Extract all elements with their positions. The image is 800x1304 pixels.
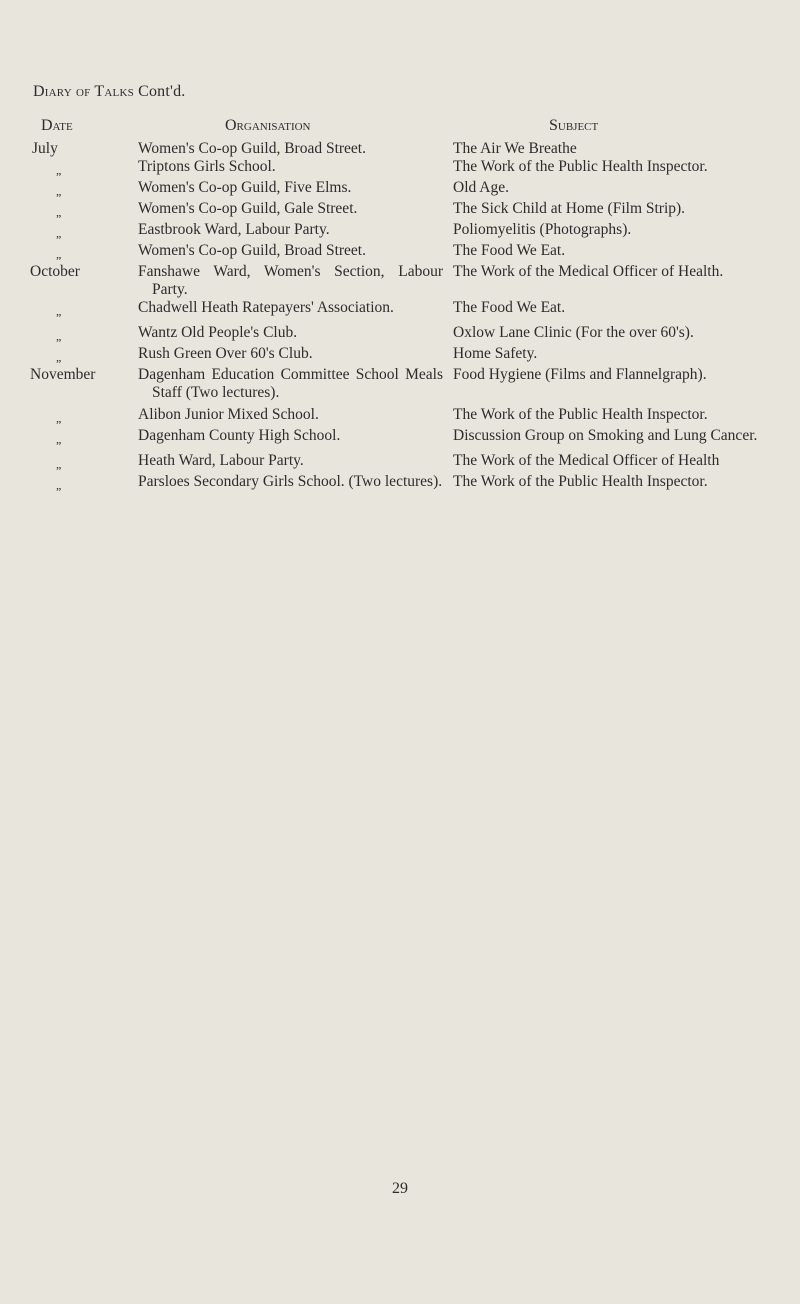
- column-header-subject: Subject: [549, 117, 599, 134]
- organisation-cell: [138, 179, 453, 200]
- organisation-cell: [138, 402, 453, 427]
- table-row: [30, 473, 772, 494]
- date-month: July: [32, 140, 58, 157]
- table-row: [30, 140, 772, 158]
- organisation-text: Women's Co-op Guild, Broad Street.: [138, 140, 366, 157]
- organisation-text: Women's Co-op Guild, Broad Street.: [138, 242, 366, 259]
- date-ditto-mark: „: [56, 247, 62, 261]
- date-cell: [30, 320, 138, 345]
- organisation-cell: [138, 242, 453, 263]
- date-cell: [30, 140, 138, 158]
- table-row: [30, 221, 772, 242]
- organisation-text: Parsloes Secondary Girls School. (Two lectures).: [138, 473, 443, 490]
- subject-text: The Air We Breathe: [453, 140, 577, 157]
- subject-cell: [453, 242, 772, 263]
- subject-text: Discussion Group on Smoking and Lung Cancer.: [453, 427, 758, 444]
- date-month: October: [30, 263, 80, 280]
- subject-cell: [453, 320, 772, 345]
- organisation-cell: [138, 263, 453, 299]
- table-row: [30, 179, 772, 200]
- subject-text: The Work of the Public Health Inspector.: [453, 158, 708, 175]
- date-cell: [30, 299, 138, 320]
- column-header-date: Date: [41, 117, 73, 134]
- subject-text: Food Hygiene (Films and Flannelgraph).: [453, 366, 707, 383]
- date-cell: [30, 200, 138, 221]
- organisation-text: Dagenham Education Committee School Meals Staff (Two lectures).: [138, 366, 443, 401]
- organisation-cell: [138, 427, 453, 448]
- organisation-text: Heath Ward, Labour Party.: [138, 452, 304, 469]
- organisation-text: Fanshawe Ward, Women's Section, Labour Party.: [138, 263, 443, 298]
- organisation-cell: [138, 221, 453, 242]
- date-ditto-mark: „: [56, 478, 62, 492]
- subject-text: Home Safety.: [453, 345, 538, 362]
- talks-table-body: [30, 140, 772, 494]
- date-ditto-mark: „: [56, 304, 62, 318]
- subject-cell: [453, 473, 772, 494]
- organisation-text: Women's Co-op Guild, Five Elms.: [138, 179, 352, 196]
- subject-cell: [453, 179, 772, 200]
- subject-text: The Work of the Medical Officer of Health: [453, 452, 720, 469]
- subject-text: The Sick Child at Home (Film Strip).: [453, 200, 686, 217]
- date-cell: [30, 366, 138, 402]
- date-cell: [30, 263, 138, 299]
- date-ditto-mark: „: [56, 226, 62, 240]
- subject-cell: [453, 402, 772, 427]
- organisation-text: Rush Green Over 60's Club.: [138, 345, 313, 362]
- subject-cell: [453, 299, 772, 320]
- heading-suffix: Cont'd.: [138, 83, 186, 100]
- date-cell: [30, 448, 138, 473]
- date-ditto-mark: „: [56, 163, 62, 177]
- table-row: [30, 366, 772, 402]
- subject-cell: [453, 158, 772, 179]
- subject-text: The Work of the Public Health Inspector.: [453, 473, 708, 490]
- table-row: [30, 427, 772, 448]
- organisation-text: Alibon Junior Mixed School.: [138, 406, 319, 423]
- subject-text: Oxlow Lane Clinic (For the over 60's).: [453, 324, 694, 341]
- date-ditto-mark: „: [56, 205, 62, 219]
- subject-cell: [453, 221, 772, 242]
- subject-cell: [453, 200, 772, 221]
- subject-text: Old Age.: [453, 179, 509, 196]
- subject-text: The Food We Eat.: [453, 242, 566, 259]
- date-cell: [30, 427, 138, 448]
- date-ditto-mark: „: [56, 350, 62, 364]
- organisation-text: Dagenham County High School.: [138, 427, 341, 444]
- subject-cell: [453, 263, 772, 299]
- subject-cell: [453, 366, 772, 402]
- organisation-text: Chadwell Heath Ratepayers' Association.: [138, 299, 394, 316]
- organisation-cell: [138, 320, 453, 345]
- date-cell: [30, 221, 138, 242]
- subject-text: The Work of the Public Health Inspector.: [453, 406, 708, 423]
- organisation-cell: [138, 366, 453, 402]
- date-ditto-mark: „: [56, 411, 62, 425]
- organisation-cell: [138, 448, 453, 473]
- date-ditto-mark: „: [56, 457, 62, 471]
- organisation-cell: [138, 299, 453, 320]
- subject-text: Poliomyelitis (Photographs).: [453, 221, 632, 238]
- date-ditto-mark: „: [56, 432, 62, 446]
- organisation-cell: [138, 140, 453, 158]
- subject-text: The Food We Eat.: [453, 299, 566, 316]
- column-header-organisation: Organisation: [225, 117, 311, 134]
- date-ditto-mark: „: [56, 184, 62, 198]
- organisation-cell: [138, 158, 453, 179]
- table-row: [30, 402, 772, 427]
- table-row: [30, 200, 772, 221]
- organisation-text: Triptons Girls School.: [138, 158, 276, 175]
- date-cell: [30, 158, 138, 179]
- subject-cell: [453, 448, 772, 473]
- table-row: [30, 263, 772, 299]
- organisation-text: Wantz Old People's Club.: [138, 324, 298, 341]
- page-heading: [33, 83, 186, 101]
- table-row: [30, 299, 772, 320]
- table-row: [30, 320, 772, 345]
- page-number: 29: [392, 1180, 408, 1197]
- organisation-text: Women's Co-op Guild, Gale Street.: [138, 200, 358, 217]
- talks-table: [30, 140, 772, 494]
- subject-cell: [453, 427, 772, 448]
- date-cell: [30, 473, 138, 494]
- date-cell: [30, 179, 138, 200]
- date-cell: [30, 345, 138, 366]
- date-cell: [30, 242, 138, 263]
- subject-text: The Work of the Medical Officer of Health.: [453, 263, 724, 280]
- date-cell: [30, 402, 138, 427]
- organisation-cell: [138, 345, 453, 366]
- table-row: [30, 158, 772, 179]
- organisation-text: Eastbrook Ward, Labour Party.: [138, 221, 330, 238]
- heading-prefix: Diary of Talks: [33, 83, 134, 100]
- table-row: [30, 242, 772, 263]
- date-ditto-mark: „: [56, 329, 62, 343]
- table-row: [30, 345, 772, 366]
- organisation-cell: [138, 473, 453, 494]
- organisation-cell: [138, 200, 453, 221]
- date-month: November: [30, 366, 96, 383]
- subject-cell: [453, 345, 772, 366]
- subject-cell: [453, 140, 772, 158]
- table-row: [30, 448, 772, 473]
